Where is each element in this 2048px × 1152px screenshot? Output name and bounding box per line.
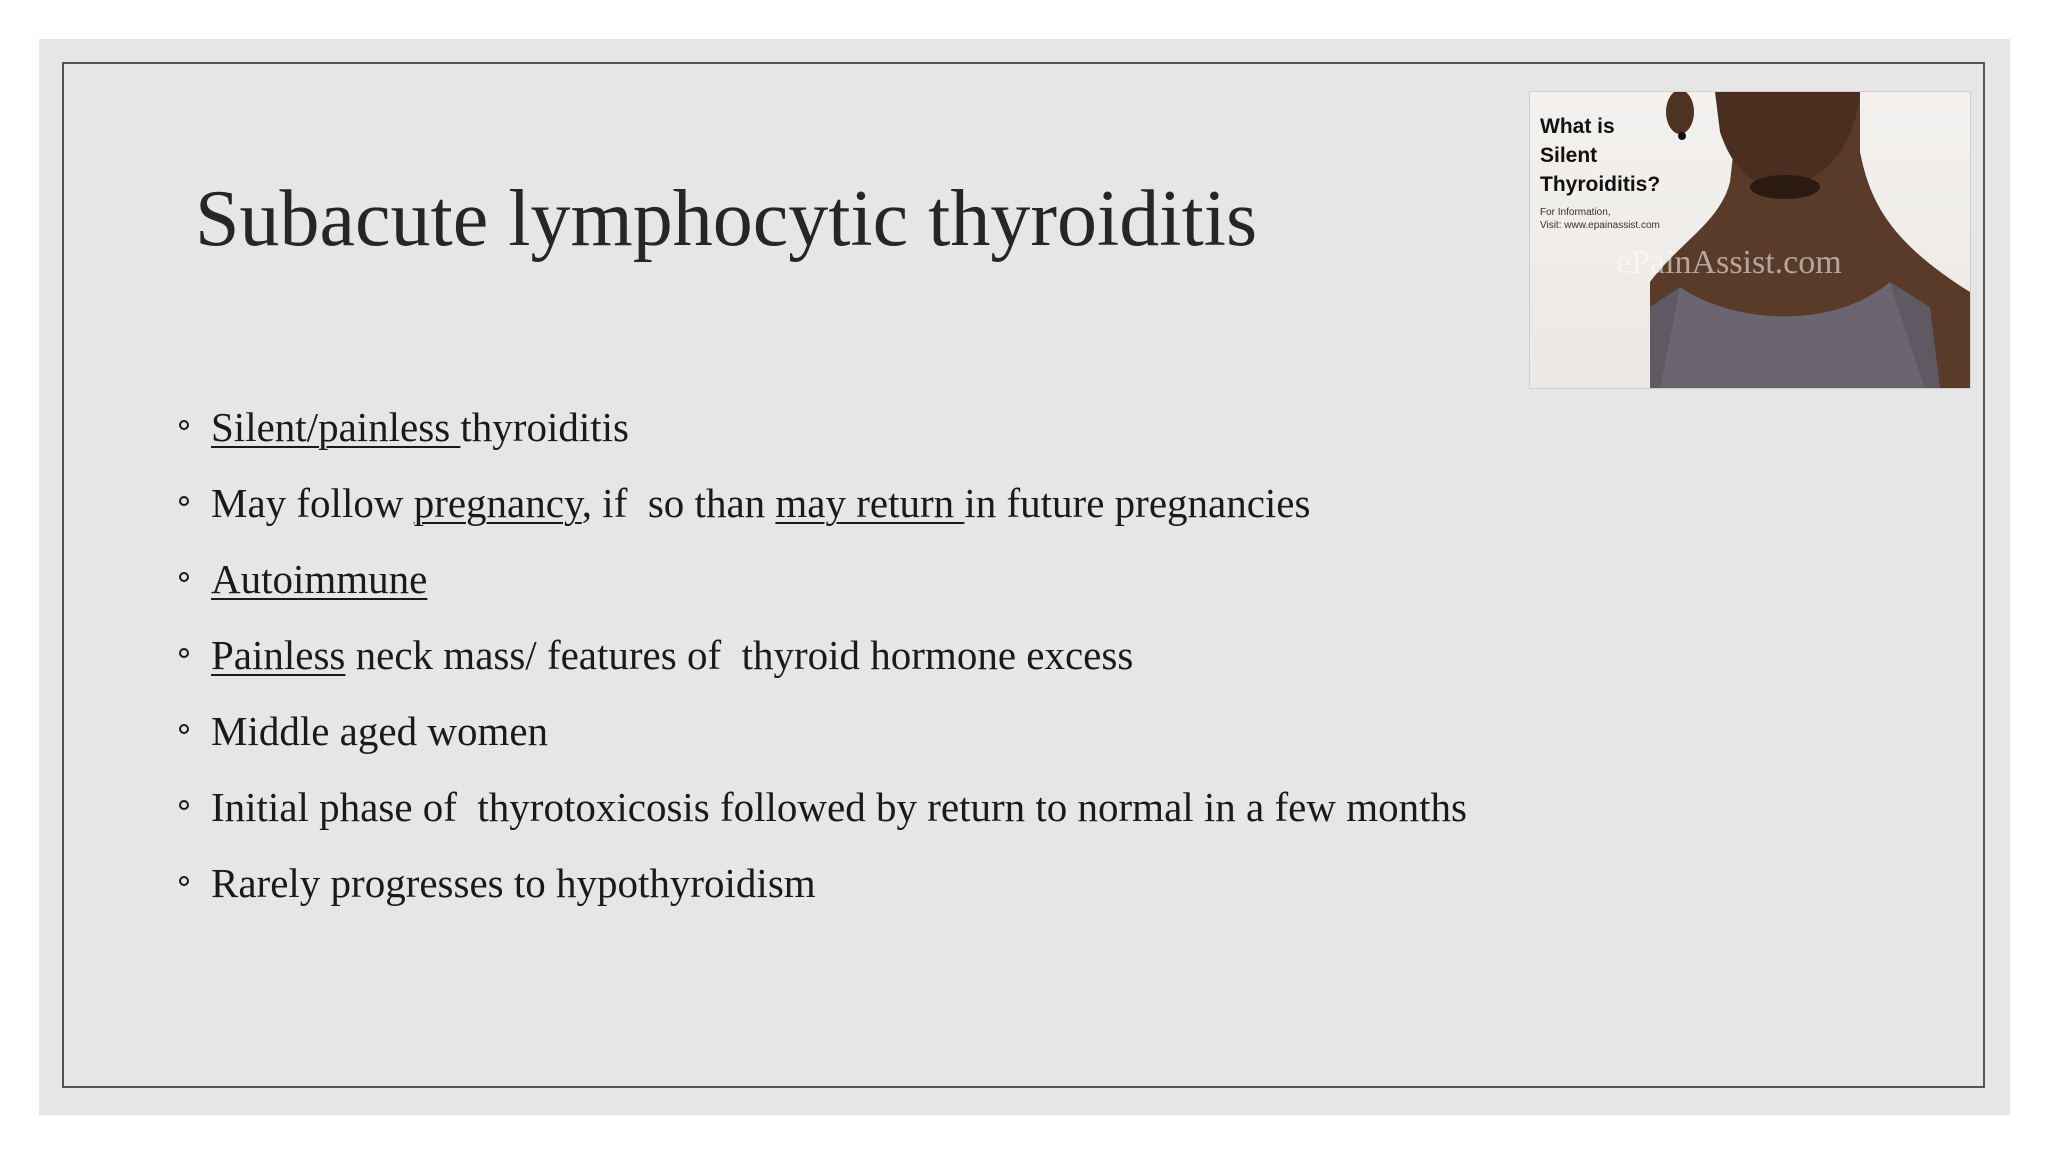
photo-info-line: Visit: www.epainassist.com [1540, 220, 1660, 231]
photo-heading-line: Thyroiditis? [1540, 173, 1661, 196]
bullet-circle-icon [179, 800, 189, 810]
bullet-circle-icon [179, 420, 189, 430]
bullet-segment: Autoimmune [211, 556, 428, 602]
photo-info-line: For Information, [1540, 207, 1611, 218]
bullet-circle-icon [179, 572, 189, 582]
bullet-item [179, 845, 1467, 921]
bullet-list [179, 389, 1467, 921]
photo-heading-line: Silent [1540, 144, 1598, 167]
bullet-segment: neck mass/ features of thyroid hormone excess [345, 632, 1134, 678]
slide-title: Subacute lymphocytic thyroiditis [195, 175, 1258, 263]
bullet-circle-icon [179, 876, 189, 886]
bullet-segment: , if so than [581, 480, 776, 526]
bullet-circle-icon [179, 724, 189, 734]
bullet-segment: pregnancy [413, 480, 582, 526]
bullet-segment: Painless [211, 632, 346, 678]
bullet-item [179, 541, 1467, 617]
bullet-item [179, 693, 1467, 769]
bullet-segment: Silent/painless [211, 404, 461, 450]
bullet-segment: Rarely progresses to hypothyroidism [211, 860, 816, 906]
bullet-segment: Initial phase of thyrotoxicosis followed by return to normal in a few months [211, 784, 1467, 830]
photo-heading-line: What is [1540, 115, 1615, 138]
bullet-item [179, 769, 1467, 845]
bullet-circle-icon [179, 648, 189, 658]
bullet-segment: May follow [211, 480, 414, 526]
photo-info [1540, 206, 1680, 232]
bullet-segment: may return [775, 480, 965, 526]
bullet-item [179, 465, 1467, 541]
slide [39, 39, 2010, 1115]
photo-heading [1540, 112, 1690, 199]
bullet-item [179, 617, 1467, 693]
bullet-item [179, 389, 1467, 465]
photo-watermark: ePainAssist.com [1616, 244, 1842, 281]
bullet-segment: Middle aged women [211, 708, 549, 754]
thyroiditis-photo [1529, 91, 1971, 389]
bullet-segment: thyroiditis [460, 404, 629, 450]
bullet-segment: in future pregnancies [964, 480, 1311, 526]
bullet-circle-icon [179, 496, 189, 506]
